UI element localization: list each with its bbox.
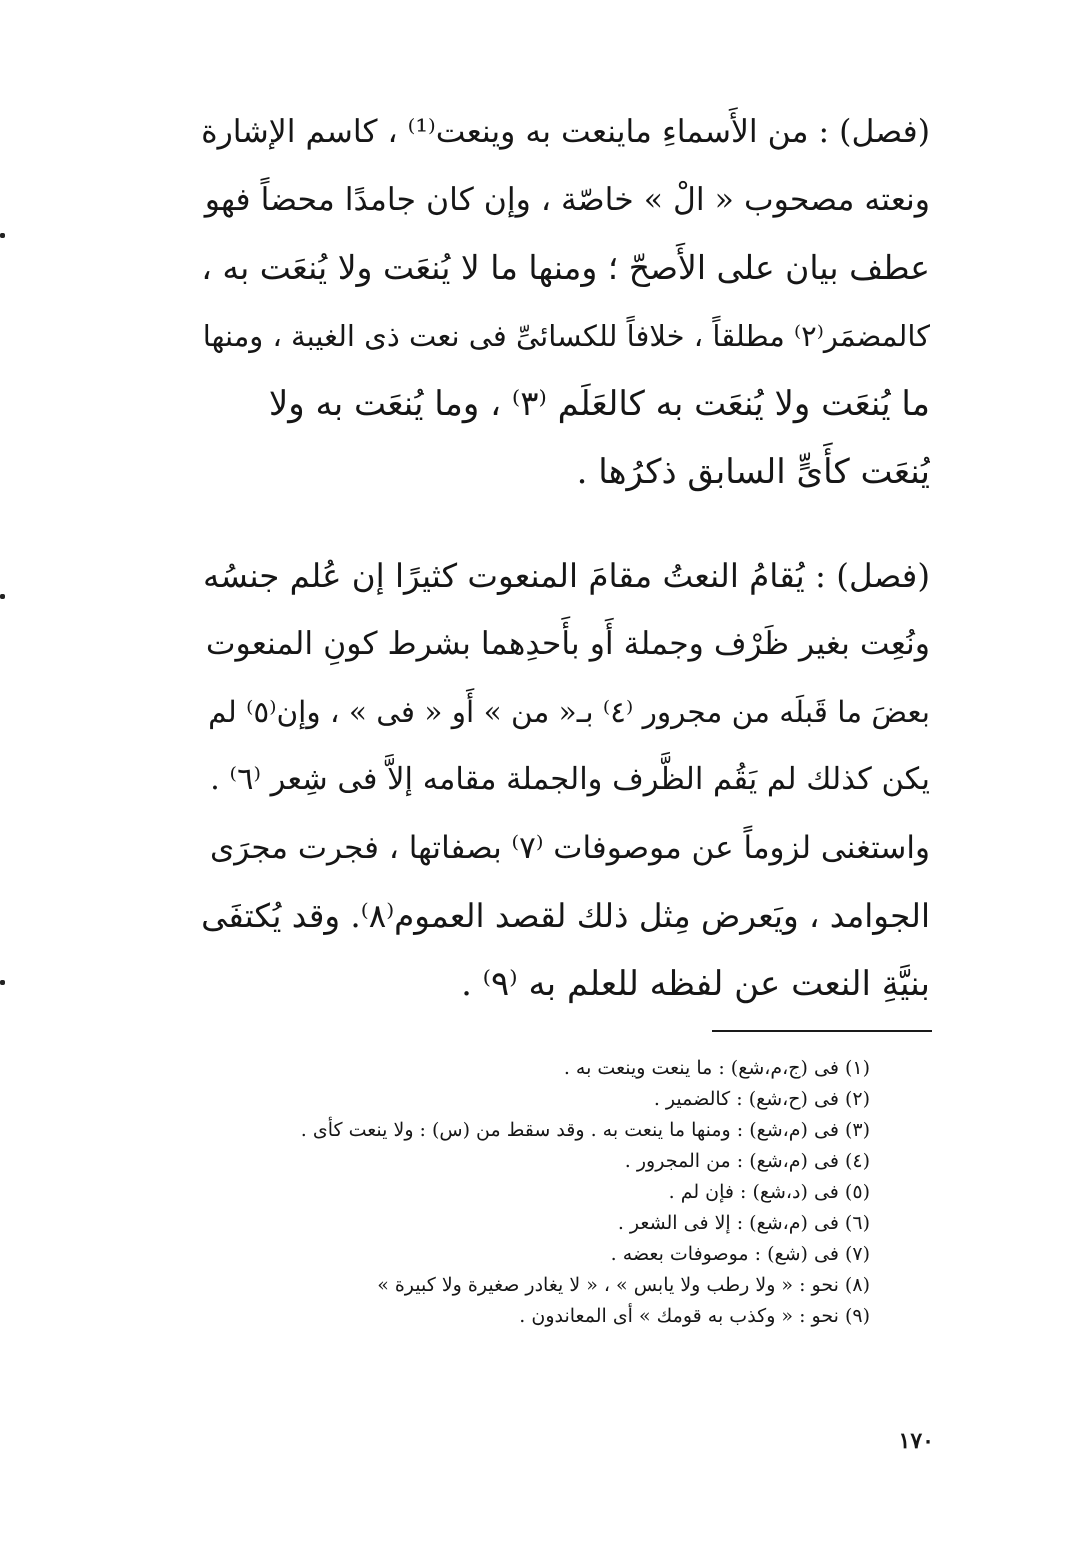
text-line: بعضَ ما قَبلَه من مجرور ⁽٤⁾ بـ« من » أَو « فى » ، وإن⁽٥⁾ لم [208, 695, 930, 729]
footnote-item: (٣) فى (م،شع) : ومنها ما ينعت به . وقد سقط من (س) : ولا ينعت كأى . [300, 1119, 870, 1141]
paragraph-2 [200, 542, 930, 1018]
text-line: يُنعَت كأَىٍّ السابق ذكرُها . [576, 452, 930, 492]
footnote-item: (٧) فى (شع) : موصوفات بعضه . [610, 1243, 870, 1265]
paragraph-1 [200, 98, 930, 506]
footnote-item: (١) فى (ج،م،شع) : ما ينعت وينعت به . [563, 1057, 870, 1079]
scan-margin-mark [0, 233, 5, 238]
text-line: ما يُنعَت ولا يُنعَت به كالعَلَم ⁽٣⁾ ، وما يُنعَت به ولا [268, 384, 930, 424]
scan-margin-mark [0, 594, 5, 599]
scan-margin-mark [0, 980, 5, 985]
text-line: (فصل) : من الأَسماءِ ماينعت به وينعت⁽¹⁾ ، كاسم الإشارة [201, 114, 930, 150]
footnote-item: (٤) فى (م،شع) : من المجرور . [624, 1150, 870, 1172]
text-line: يكن كذلك لم يَقُم الظَّرف والجملة مقامه إلاَّ فى شِعر ⁽٦⁾ . [210, 762, 930, 797]
footnote-item: (٦) فى (م،شع) : إلا فى الشعر . [617, 1212, 870, 1234]
footnote-item: (٢) فى (ح،شع) : كالضمير . [653, 1088, 870, 1110]
text-line: ونعته مصحوب « الْ » خاصّة ، وإن كان جامدًا محضاً فهو [204, 182, 930, 218]
footnote-item: (٨) نحو : « ولا رطب ولا يابس » ، « لا يغادر صغيرة ولا كبيرة » [377, 1274, 870, 1296]
footnote-item: (٥) فى (د،شع) : فإن لم . [668, 1181, 870, 1203]
text-line: كالمضمَر⁽٢⁾ مطلقاً ، خلافاً للكسائىِّ فى نعت ذى الغيبة ، ومنها [202, 319, 930, 353]
text-line: (فصل) : يُقامُ النعتُ مقامَ المنعوت كثيرًا إن عُلم جنسُه [203, 557, 930, 595]
text-line: واستغنى لزوماً عن موصوفات ⁽٧⁾ بصفاتها ، فجرت مجرَى [210, 830, 930, 866]
text-line: الجوامد ، ويَعرض مِثل ذلك لقصد العموم⁽٨⁾. وقد يُكتفَى [201, 897, 930, 935]
page-number: ١٧٠ [898, 1428, 934, 1454]
footnotes [280, 1053, 870, 1332]
text-line: عطف بيان على الأَصحّ ؛ ومنها ما لا يُنعَت ولا يُنعَت به ، [201, 248, 930, 287]
footnote-item: (٩) نحو : « وكذب به قومك » أى المعاندون . [519, 1305, 870, 1327]
footnote-separator [712, 1030, 932, 1032]
text-line: بنيَّةِ النعت عن لفظه للعلم به ⁽٩⁾ . [461, 964, 930, 1004]
text-line: ونُعِت بغير ظَرْف وجملة أَو بأَحدِهما بشرط كونِ المنعوت [205, 626, 930, 662]
